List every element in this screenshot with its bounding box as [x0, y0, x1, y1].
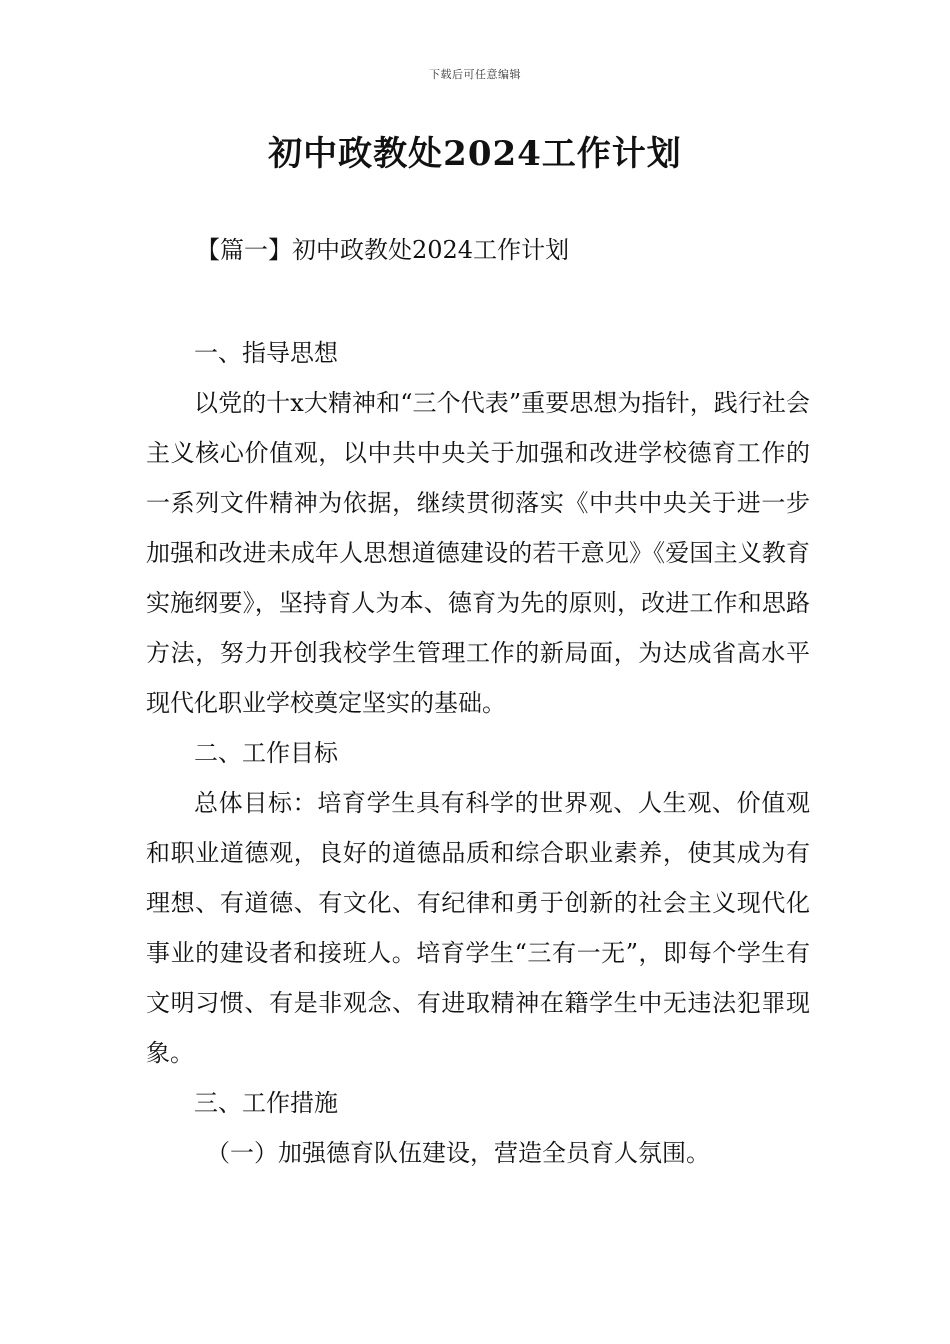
section-heading-guiding-ideology: 一、指导思想	[194, 339, 338, 367]
document-body	[146, 328, 810, 1178]
document-title: 初中政教处2024工作计划	[268, 134, 682, 174]
header-note: 下载后可任意编辑	[429, 68, 521, 81]
paragraph-work-goals: 总体目标：培育学生具有科学的世界观、人生观、价值观和职业道德观，良好的道德品质和综合职业素养，使其成为有理想、有道德、有文化、有纪律和勇于创新的社会主义现代化事业的建设者和接班人。培育学生“三有一无”，即每个学生有文明习惯、有是非观念、有进取精神在籍学生中无违法犯罪现象。	[146, 789, 810, 1067]
subheading-moral-education-team: （一）加强德育队伍建设，营造全员育人氛围。	[206, 1139, 710, 1167]
section-heading-work-goals: 二、工作目标	[194, 739, 338, 767]
section-heading-work-measures: 三、工作措施	[194, 1089, 338, 1117]
paragraph-guiding-ideology: 以党的十x大精神和“三个代表”重要思想为指针，践行社会主义核心价值观，以中共中央关于加强和改进学校德育工作的一系列文件精神为依据，继续贯彻落实《中共中央关于进一步加强和改进未成年人思想道德建设的若干意见》《爱国主义教育实施纲要》，坚持育人为本、德育为先的原则，改进工作和思路方法，努力开创我校学生管理工作的新局面，为达成省高水平现代化职业学校奠定坚实的基础。	[146, 389, 810, 717]
chapter-heading: 【篇一】初中政教处2024工作计划	[196, 236, 570, 264]
